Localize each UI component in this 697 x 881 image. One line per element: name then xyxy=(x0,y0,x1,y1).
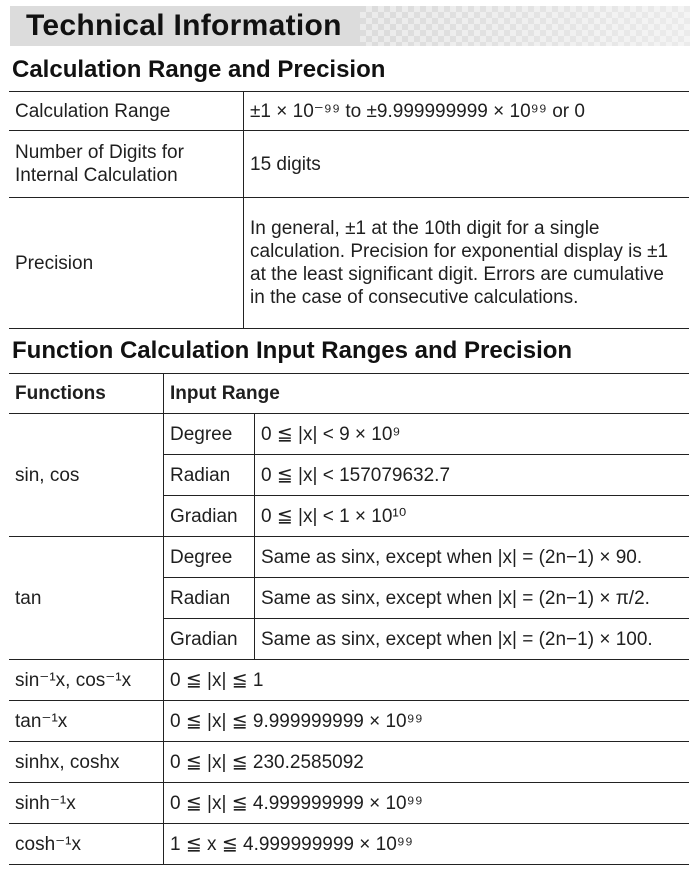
function-arctan: tan⁻¹x xyxy=(9,701,164,742)
range-value: Same as sinx, except when |x| = (2n−1) × 90. xyxy=(255,537,690,578)
mode-label: Radian xyxy=(164,455,255,496)
column-header-functions: Functions xyxy=(9,374,164,414)
function-tan: tan xyxy=(9,537,164,660)
row-value: 15 digits xyxy=(244,131,690,198)
banner-pattern xyxy=(360,6,690,46)
function-arccosh: cosh⁻¹x xyxy=(9,824,164,865)
range-value: 0 ≦ |x| ≦ 4.999999999 × 10⁹⁹ xyxy=(164,783,690,824)
row-label: Precision xyxy=(9,198,244,329)
table-row xyxy=(9,701,689,742)
range-value: 0 ≦ |x| < 1 × 10¹⁰ xyxy=(255,496,690,537)
calculation-range-table xyxy=(9,91,689,329)
function-arcsin-arccos: sin⁻¹x, cos⁻¹x xyxy=(9,660,164,701)
table-row xyxy=(9,92,689,131)
table-row xyxy=(9,131,689,198)
table-row xyxy=(9,783,689,824)
mode-label: Gradian xyxy=(164,619,255,660)
page-title: Technical Information xyxy=(26,9,342,42)
title-banner xyxy=(10,6,690,46)
table-row xyxy=(9,198,689,329)
section-heading-function-ranges: Function Calculation Input Ranges and Precision xyxy=(12,337,573,364)
range-value: 1 ≦ x ≦ 4.999999999 × 10⁹⁹ xyxy=(164,824,690,865)
range-value: 0 ≦ |x| ≦ 9.999999999 × 10⁹⁹ xyxy=(164,701,690,742)
mode-label: Radian xyxy=(164,578,255,619)
range-value: 0 ≦ |x| < 157079632.7 xyxy=(255,455,690,496)
table-row xyxy=(9,742,689,783)
mode-label: Degree xyxy=(164,414,255,455)
range-value: 0 ≦ |x| < 9 × 10⁹ xyxy=(255,414,690,455)
column-header-input-range: Input Range xyxy=(164,374,690,414)
table-row xyxy=(9,660,689,701)
table-row xyxy=(9,824,689,865)
section-heading-calculation-range: Calculation Range and Precision xyxy=(12,56,386,83)
function-arcsinh: sinh⁻¹x xyxy=(9,783,164,824)
row-label: Calculation Range xyxy=(9,92,244,131)
function-sinh-cosh: sinhx, coshx xyxy=(9,742,164,783)
row-value: In general, ±1 at the 10th digit for a single calculation. Precision for exponential display is ±1 at the least significant digit. Errors are cumulative in the case of consecutive calculations. xyxy=(244,198,690,329)
table-row xyxy=(9,414,689,455)
table-header-row xyxy=(9,374,689,414)
function-range-table xyxy=(9,373,689,865)
range-value: Same as sinx, except when |x| = (2n−1) × π/2. xyxy=(255,578,690,619)
range-value: Same as sinx, except when |x| = (2n−1) × 100. xyxy=(255,619,690,660)
mode-label: Gradian xyxy=(164,496,255,537)
mode-label: Degree xyxy=(164,537,255,578)
table-row xyxy=(9,537,689,578)
range-value: 0 ≦ |x| ≦ 230.2585092 xyxy=(164,742,690,783)
row-value: ±1 × 10⁻⁹⁹ to ±9.999999999 × 10⁹⁹ or 0 xyxy=(244,92,690,131)
row-label: Number of Digits for Internal Calculation xyxy=(9,131,244,198)
range-value: 0 ≦ |x| ≦ 1 xyxy=(164,660,690,701)
function-sincos: sin, cos xyxy=(9,414,164,537)
